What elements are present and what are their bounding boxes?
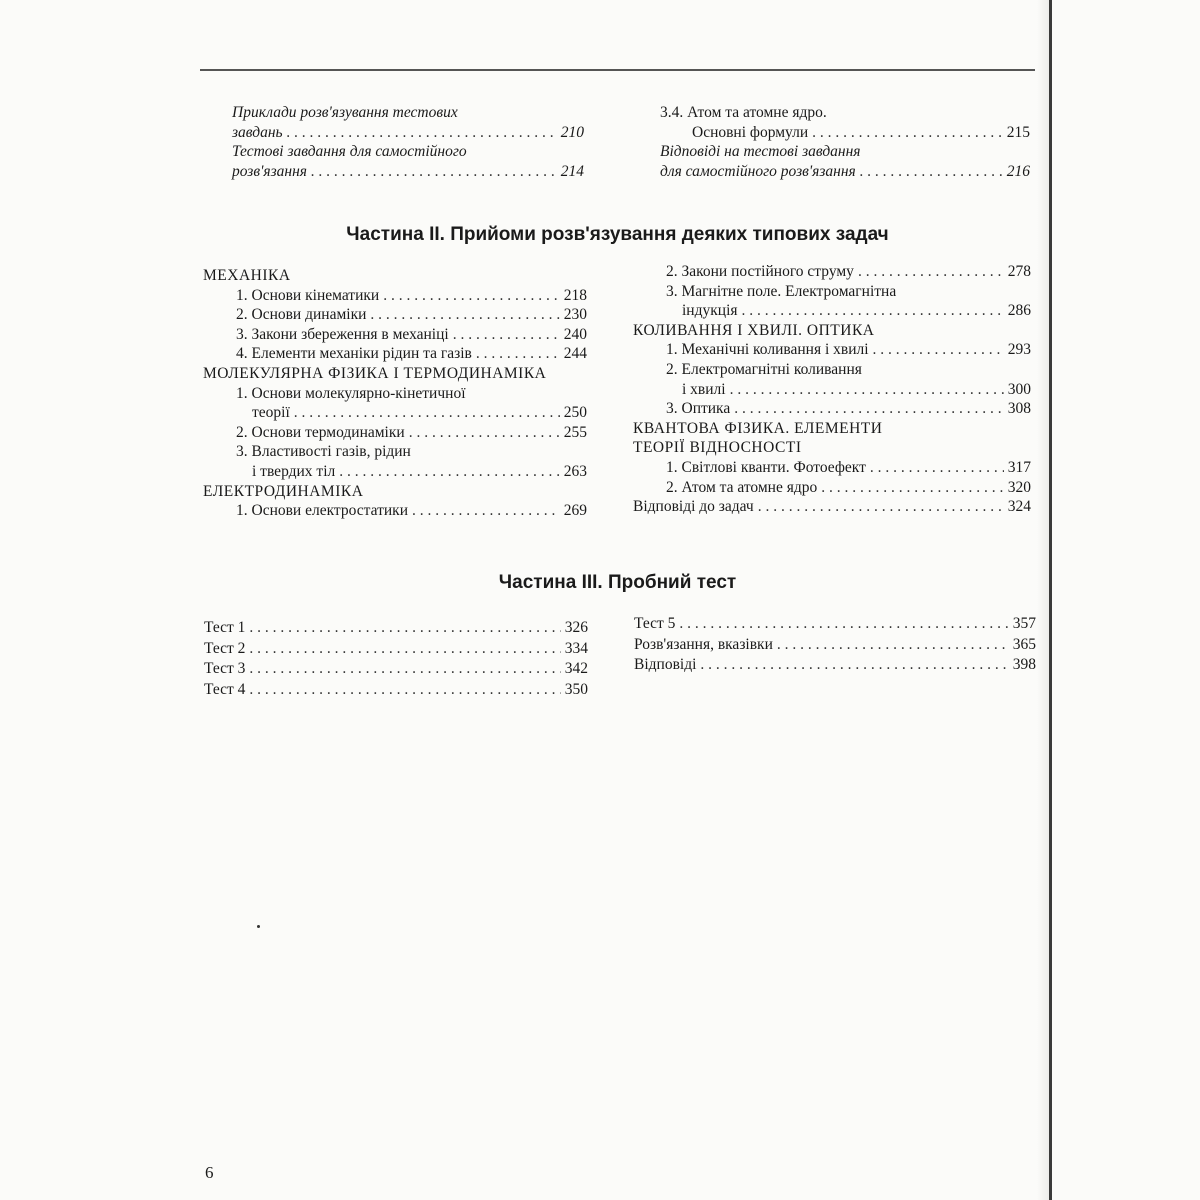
dot-leader <box>370 305 559 325</box>
print-speck <box>257 925 260 928</box>
toc-entry-title: і твердих тіл <box>252 462 336 480</box>
dot-leader <box>383 286 560 306</box>
section-title-electrodynamics: ЕЛЕКТРОДИНАМІКА <box>203 482 364 500</box>
dot-leader <box>249 680 560 701</box>
toc-entry[interactable] <box>634 655 1036 676</box>
toc-entry-title: Основні формули <box>692 123 809 141</box>
part-3-left-column <box>204 618 588 700</box>
toc-entry-title: 1. Світлові кванти. Фотоефект <box>666 458 866 476</box>
toc-page-number: 293 <box>1007 341 1031 359</box>
page-number: 6 <box>205 1163 214 1182</box>
toc-entry-title: 3. Властивості газів, рідин <box>236 443 411 461</box>
toc-page-number: 342 <box>564 660 588 677</box>
toc-entry[interactable] <box>633 380 1031 400</box>
section-title-quantum: ТЕОРІЇ ВІДНОСНОСТІ <box>633 439 802 457</box>
dot-leader <box>287 123 557 143</box>
dot-leader <box>249 618 560 639</box>
toc-entry[interactable] <box>660 123 1030 143</box>
toc-page-number: 308 <box>1007 400 1031 418</box>
toc-page-number: 326 <box>564 619 588 636</box>
toc-entry-title: для самостійного розв'язання <box>660 162 856 180</box>
toc-page-number: 269 <box>563 502 587 520</box>
toc-entry[interactable] <box>203 462 587 482</box>
toc-entry-title: Відповіді до задач <box>633 498 754 516</box>
dot-leader <box>758 497 1004 517</box>
toc-page-number: 240 <box>563 325 587 343</box>
dot-leader <box>339 462 560 482</box>
toc-page-number: 357 <box>1012 615 1036 632</box>
toc-entry[interactable] <box>203 286 587 306</box>
toc-entry-title: індукція <box>682 302 738 320</box>
toc-entry-title: 2. Електромагнітні коливання <box>666 360 862 378</box>
toc-entry-title: 2. Атом та атомне ядро <box>666 478 818 496</box>
toc-entry-title: 3. Оптика <box>666 400 731 418</box>
dot-leader <box>858 262 1004 282</box>
toc-entry-title: Відповіді <box>634 656 697 673</box>
dot-leader <box>821 478 1004 498</box>
dot-leader <box>249 659 560 680</box>
toc-page-number: 278 <box>1007 263 1031 280</box>
toc-entry-title: Тест 2 <box>204 639 246 657</box>
toc-page-number: 250 <box>563 404 587 422</box>
toc-entry-title: 2. Основи термодинаміки <box>236 423 405 441</box>
toc-entry-title: 1. Основи молекулярно-кінетичної <box>236 384 466 402</box>
toc-page-number: 255 <box>563 423 587 441</box>
dot-leader <box>453 325 560 345</box>
dot-leader <box>734 399 1004 419</box>
toc-entry[interactable] <box>203 403 587 423</box>
dot-leader <box>679 614 1008 635</box>
toc-entry-title: Тестові завдання для самостійного <box>232 143 467 161</box>
toc-entry[interactable] <box>232 123 584 143</box>
toc-entry-title: і хвилі <box>682 380 726 398</box>
dot-leader <box>412 501 560 521</box>
toc-page-number: 216 <box>1006 162 1030 180</box>
dot-leader <box>870 458 1004 478</box>
toc-entry[interactable] <box>634 614 1036 635</box>
toc-entry-title: 3. Магнітне поле. Електромагнітна <box>666 282 897 300</box>
section-title-molecular: МОЛЕКУЛЯРНА ФІЗИКА І ТЕРМОДИНАМІКА <box>203 364 547 382</box>
dot-leader <box>249 639 560 660</box>
toc-page-number: 263 <box>563 462 587 480</box>
toc-page-number: 286 <box>1007 302 1031 320</box>
toc-entry[interactable] <box>232 162 584 182</box>
toc-entry[interactable] <box>203 423 587 443</box>
section-title-oscillations: КОЛИВАННЯ І ХВИЛІ. ОПТИКА <box>633 321 875 339</box>
toc-entry-title: Тест 5 <box>634 615 676 632</box>
part-2-heading: Частина II. Прийоми розв'язування деяких типових задач <box>346 224 889 245</box>
toc-entry[interactable] <box>634 635 1036 656</box>
toc-entry[interactable] <box>633 399 1031 419</box>
toc-entry-title: 3. Закони збереження в механіці <box>236 325 449 343</box>
toc-entry-title: 4. Елементи механіки рідин та газів <box>236 345 472 363</box>
toc-entry-title: 2. Закони постійного струму <box>666 263 854 280</box>
toc-page-number: 324 <box>1007 498 1031 516</box>
toc-entry-title: Тест 1 <box>204 619 246 636</box>
part-3-heading: Частина III. Пробний тест <box>498 572 737 593</box>
toc-entry[interactable] <box>633 262 1031 282</box>
top-right-column <box>660 103 1030 181</box>
spine-shadow <box>1037 0 1049 1200</box>
header-rule <box>200 69 1035 71</box>
toc-entry[interactable] <box>660 162 1030 182</box>
dot-leader <box>873 340 1004 360</box>
toc-page-number: 320 <box>1007 478 1031 496</box>
toc-page-number: 230 <box>563 306 587 324</box>
toc-entry[interactable] <box>633 301 1031 321</box>
toc-page-number: 210 <box>560 123 584 141</box>
toc-page-number: 215 <box>1006 123 1030 141</box>
toc-page-number: 365 <box>1012 635 1036 653</box>
part-2-left-column <box>203 266 587 521</box>
toc-entry-title: 3.4. Атом та атомне ядро. <box>660 104 827 121</box>
dot-leader <box>311 162 557 182</box>
dot-leader <box>860 162 1003 182</box>
page-edge <box>1049 0 1052 1200</box>
toc-page-number: 317 <box>1007 458 1031 476</box>
section-title-mechanics: МЕХАНІКА <box>203 267 291 284</box>
part-2-right-column <box>633 262 1031 517</box>
toc-entry-title: 1. Основи електростатики <box>236 502 408 520</box>
toc-entry-title: Тест 4 <box>204 680 246 698</box>
dot-leader <box>730 380 1004 400</box>
toc-page-number: 214 <box>560 162 584 180</box>
toc-entry[interactable] <box>204 659 588 680</box>
toc-entry[interactable] <box>204 680 588 701</box>
toc-entry-title: теорії <box>252 404 290 422</box>
dot-leader <box>742 301 1004 321</box>
toc-entry[interactable] <box>633 340 1031 360</box>
toc-page-number: 350 <box>564 680 588 698</box>
toc-entry[interactable] <box>633 497 1031 517</box>
toc-entry[interactable] <box>204 639 588 660</box>
toc-entry-title: 1. Механічні коливання і хвилі <box>666 341 869 359</box>
toc-page-number: 218 <box>563 286 587 304</box>
dot-leader <box>777 635 1009 656</box>
dot-leader <box>476 344 560 364</box>
toc-entry[interactable] <box>204 618 588 639</box>
toc-entry-title: Відповіді на тестові завдання <box>660 143 861 161</box>
section-title-quantum: КВАНТОВА ФІЗИКА. ЕЛЕМЕНТИ <box>633 419 883 437</box>
dot-leader <box>812 123 1003 143</box>
toc-entry-title: 2. Основи динаміки <box>236 306 367 324</box>
toc-page-number: 300 <box>1007 380 1031 398</box>
dot-leader <box>409 423 560 443</box>
toc-entry[interactable] <box>633 478 1031 498</box>
dot-leader <box>700 655 1008 676</box>
toc-page-number: 398 <box>1012 656 1036 673</box>
toc-entry-title: 1. Основи кінематики <box>236 286 380 304</box>
toc-page-number: 334 <box>564 639 588 657</box>
toc-page-number: 244 <box>563 345 587 363</box>
toc-entry-title: розв'язання <box>232 162 307 180</box>
toc-entry[interactable] <box>203 501 587 521</box>
toc-entry[interactable] <box>203 325 587 345</box>
dot-leader <box>294 403 560 423</box>
toc-entry-title: Тест 3 <box>204 660 246 677</box>
toc-entry-title: Розв'язання, вказівки <box>634 635 773 653</box>
top-left-column <box>232 103 584 181</box>
toc-entry[interactable] <box>203 344 587 364</box>
toc-entry[interactable] <box>203 305 587 325</box>
toc-entry-title: завдань <box>232 123 283 141</box>
part-3-right-column <box>634 614 1036 676</box>
toc-entry-title: Приклади розв'язування тестових <box>232 104 458 121</box>
toc-entry[interactable] <box>633 458 1031 478</box>
